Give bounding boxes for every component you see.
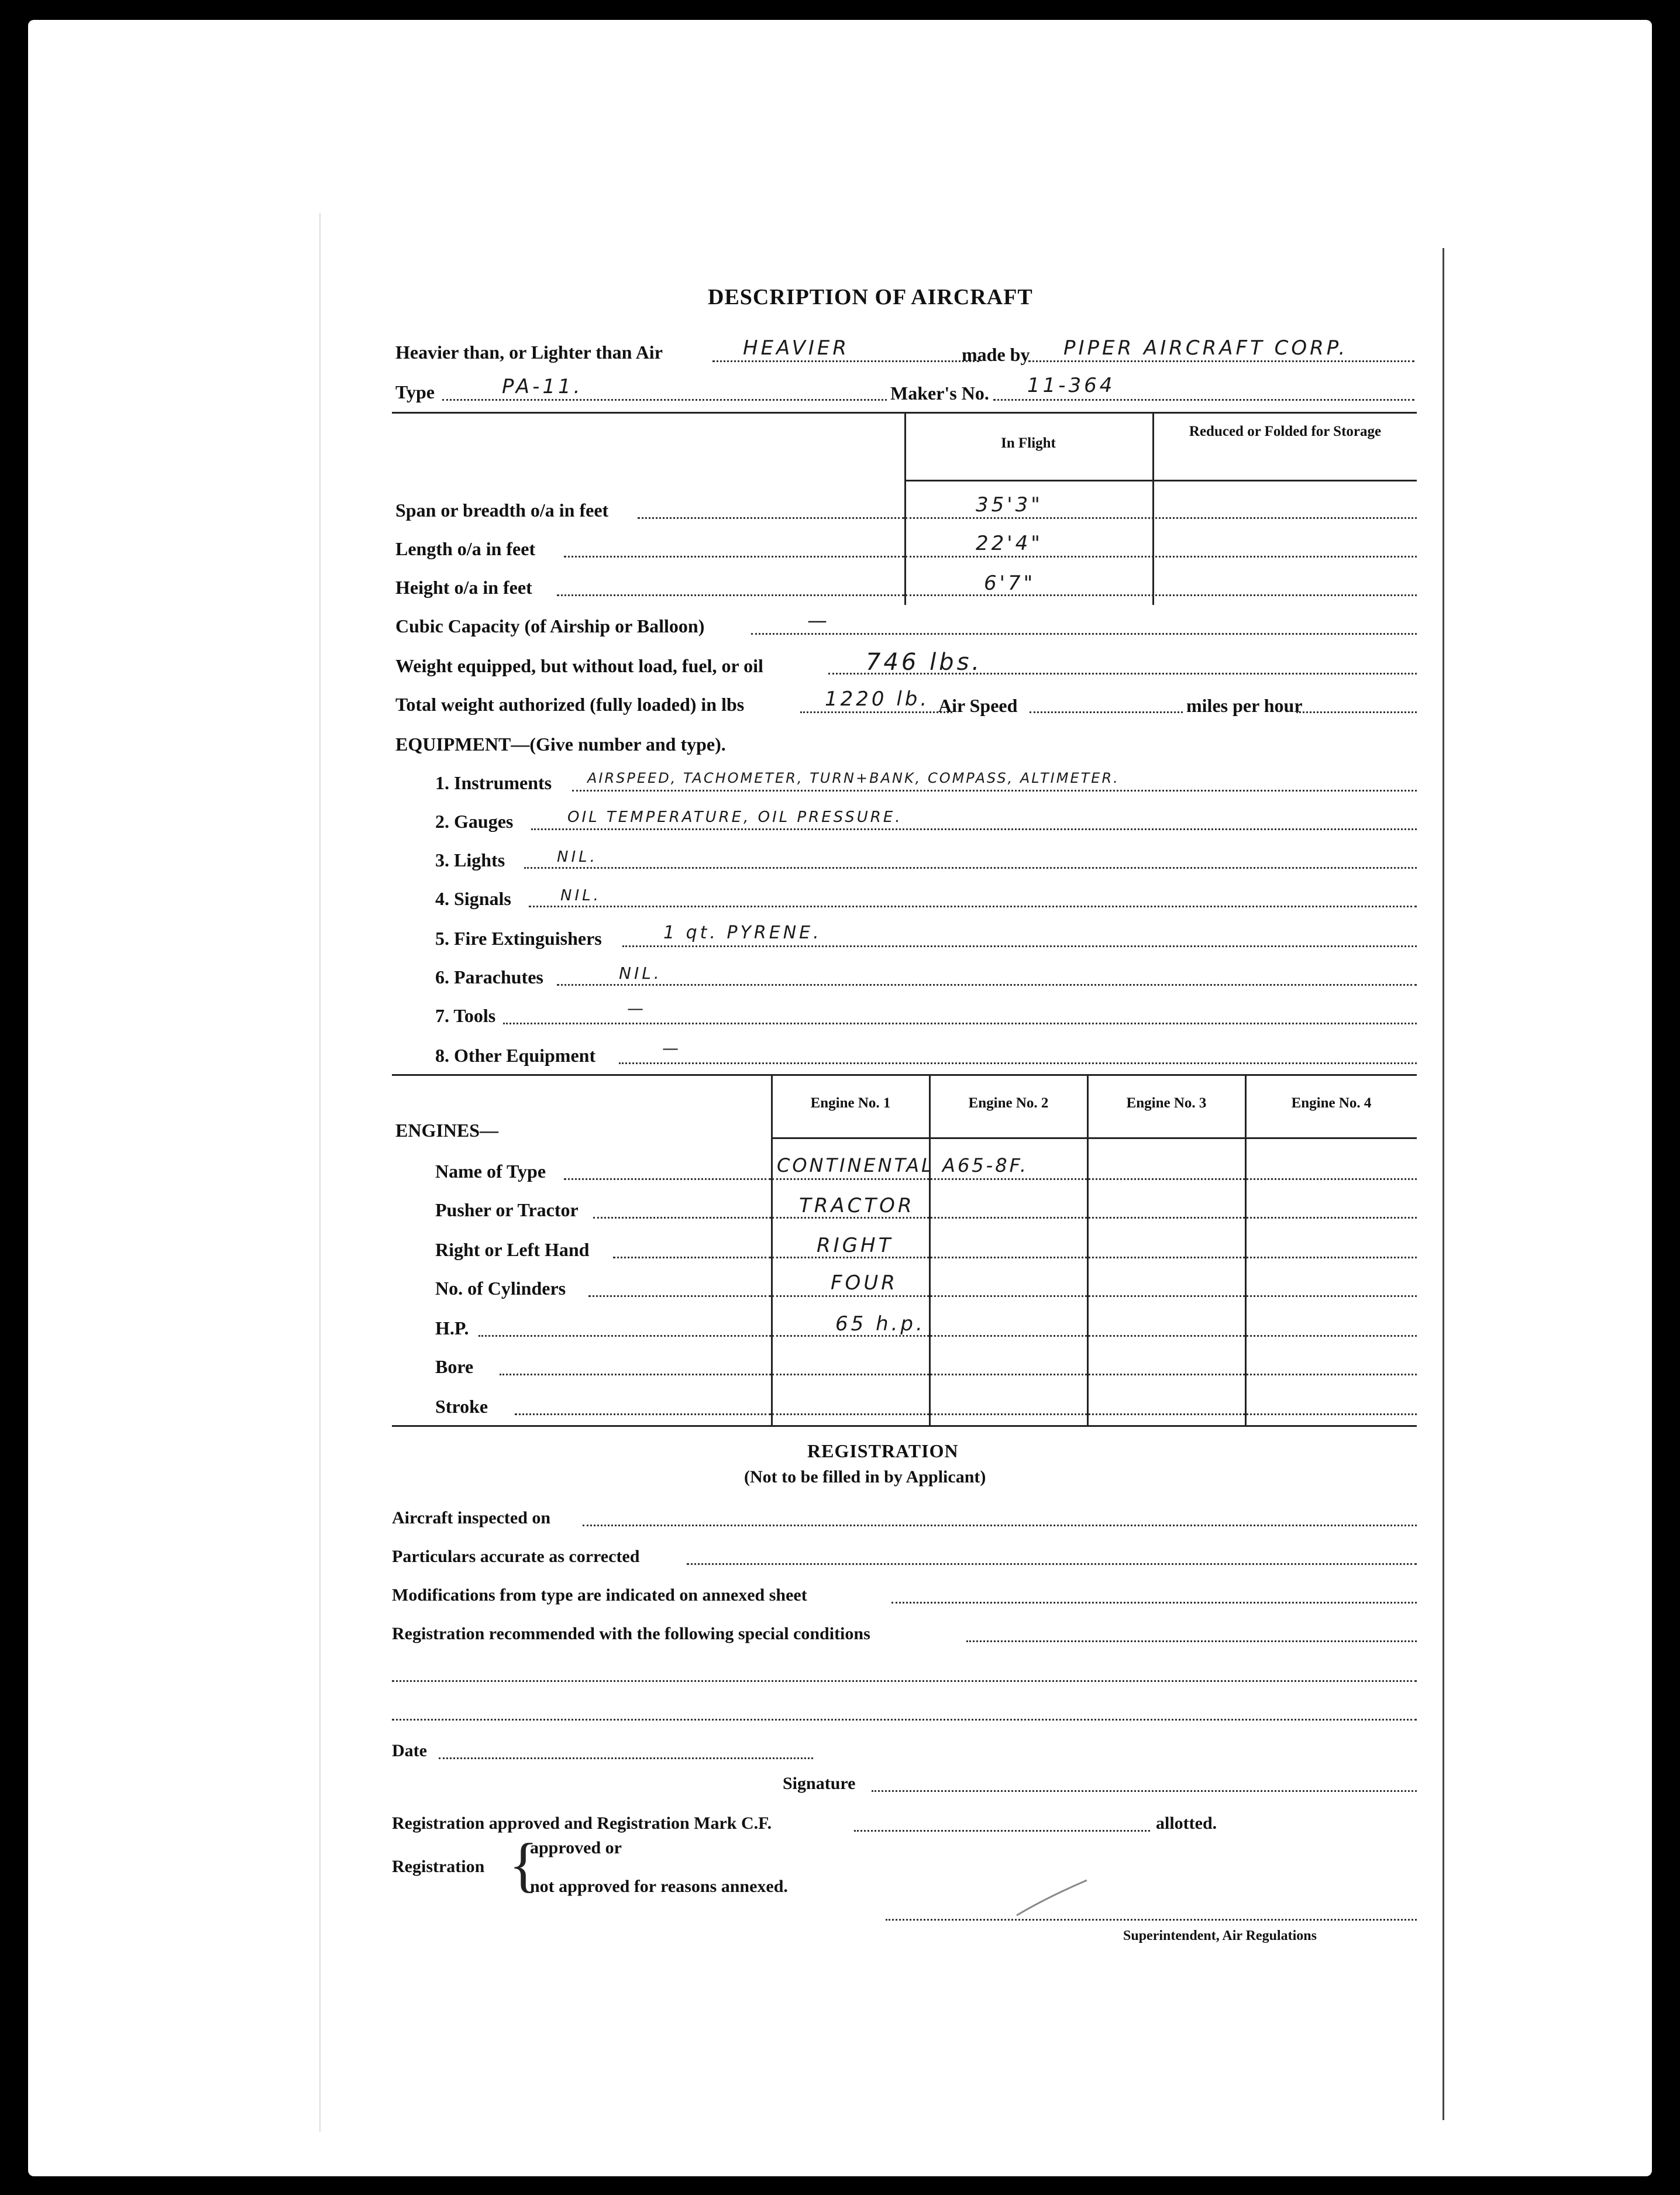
right-left-label: Right or Left Hand — [435, 1239, 590, 1260]
recommended-label: Registration recommended with the following special conditions — [392, 1624, 870, 1643]
engine-col-4: Engine No. 4 — [1291, 1095, 1372, 1111]
parachutes-value: NIL. — [619, 964, 662, 983]
signature-label: Signature — [783, 1774, 856, 1793]
conditions-line-2 — [392, 1719, 1417, 1721]
air-speed-label: Air Speed — [938, 695, 1018, 716]
registration-subheading: (Not to be filled in by Applicant) — [744, 1467, 986, 1487]
date-label: Date — [392, 1741, 427, 1760]
brace-icon: { — [509, 1831, 538, 1898]
conditions-line-1 — [392, 1680, 1417, 1682]
height-in-flight: 6'7" — [984, 572, 1036, 595]
page-right-edge — [1443, 248, 1444, 2120]
not-approved-label: not approved for reasons annexed. — [530, 1877, 788, 1896]
col-in-flight: In Flight — [1001, 435, 1056, 451]
weight-equipped-label: Weight equipped, but without load, fuel, or oil — [395, 655, 763, 676]
pusher-tractor-label: Pusher or Tractor — [435, 1199, 579, 1220]
approved-or-label: approved or — [530, 1838, 622, 1857]
makers-no-value: 11-364 — [1027, 374, 1116, 397]
page-fold-line — [319, 213, 321, 2132]
length-label: Length o/a in feet — [395, 538, 536, 559]
weight-equipped-value: 746 lbs. — [866, 649, 983, 676]
type-label: Type — [395, 381, 435, 402]
form-title: DESCRIPTION OF AIRCRAFT — [708, 285, 1033, 309]
particulars-label: Particulars accurate as corrected — [392, 1547, 640, 1566]
pusher-tractor-value: TRACTOR — [799, 1194, 915, 1217]
parachutes-label: 6. Parachutes — [435, 966, 543, 988]
heavier-label: Heavier than, or Lighter than Air — [395, 342, 663, 363]
signals-label: 4. Signals — [435, 888, 511, 909]
registration-heading: REGISTRATION — [807, 1440, 959, 1461]
type-value: PA-11. — [502, 375, 583, 398]
total-weight-label: Total weight authorized (fully loaded) in lbs — [395, 694, 745, 715]
span-label: Span or breadth o/a in feet — [395, 500, 609, 521]
modifications-label: Modifications from type are indicated on annexed sheet — [392, 1585, 807, 1605]
col-reduced: Reduced or Folded for Storage — [1189, 424, 1382, 439]
tools-value: — — [627, 999, 646, 1018]
made-by-label: made by — [962, 344, 1030, 365]
engines-heading: ENGINES— — [395, 1120, 499, 1141]
gauges-label: 2. Gauges — [435, 811, 514, 832]
engine-col-2: Engine No. 2 — [968, 1095, 1049, 1111]
gauges-value: OIL TEMPERATURE, OIL PRESSURE. — [567, 808, 903, 826]
stroke-label: Stroke — [435, 1396, 488, 1417]
name-of-type-label: Name of Type — [435, 1161, 546, 1182]
tools-label: 7. Tools — [435, 1005, 496, 1026]
document-page — [28, 20, 1652, 2176]
other-equipment-label: 8. Other Equipment — [435, 1045, 596, 1066]
engine-col-1: Engine No. 1 — [810, 1095, 891, 1111]
allotted-label: allotted. — [1156, 1814, 1217, 1833]
equipment-heading: EQUIPMENT—(Give number and type). — [395, 734, 726, 755]
fire-ext-value: 1 qt. PYRENE. — [663, 923, 822, 943]
span-in-flight: 35'3" — [976, 493, 1043, 517]
cylinders-label: No. of Cylinders — [435, 1278, 566, 1299]
made-by-value: PIPER AIRCRAFT CORP. — [1063, 336, 1348, 360]
other-equipment-value: — — [662, 1038, 681, 1058]
hp-value: 65 h.p. — [835, 1312, 925, 1336]
inspected-label: Aircraft inspected on — [392, 1508, 551, 1527]
bore-label: Bore — [435, 1356, 474, 1377]
heavier-value: HEAVIER — [743, 336, 850, 360]
registration-label: Registration — [392, 1857, 485, 1876]
instruments-value: AIRSPEED, TACHOMETER, TURN+BANK, COMPASS, ALTIMETER. — [587, 770, 1120, 786]
hp-label: H.P. — [435, 1317, 469, 1339]
makers-no-label: Maker's No. — [890, 383, 989, 404]
approved-mark-label: Registration approved and Registration Mark C.F. — [392, 1814, 772, 1833]
cylinders-value: FOUR — [831, 1271, 898, 1295]
right-left-value: RIGHT — [817, 1234, 894, 1257]
cubic-label: Cubic Capacity (of Airship or Balloon) — [395, 615, 705, 637]
total-weight-value: 1220 lb. — [825, 687, 930, 711]
name-of-type-value: CONTINENTAL A65-8F. — [777, 1154, 1029, 1176]
superintendent-label: Superintendent, Air Regulations — [1123, 1928, 1317, 1943]
height-label: Height o/a in feet — [395, 577, 532, 598]
lights-label: 3. Lights — [435, 849, 505, 871]
instruments-label: 1. Instruments — [435, 772, 552, 793]
cubic-value: — — [807, 609, 830, 632]
engine-col-3: Engine No. 3 — [1126, 1095, 1207, 1111]
length-in-flight: 22'4" — [976, 532, 1043, 555]
signals-value: NIL. — [560, 887, 601, 904]
mph-label: miles per hour — [1186, 695, 1303, 716]
pen-stroke-mark — [1011, 1874, 1093, 1921]
fire-ext-label: 5. Fire Extinguishers — [435, 928, 602, 949]
superintendent-signature-line — [886, 1919, 1417, 1921]
lights-value: NIL. — [557, 848, 598, 866]
